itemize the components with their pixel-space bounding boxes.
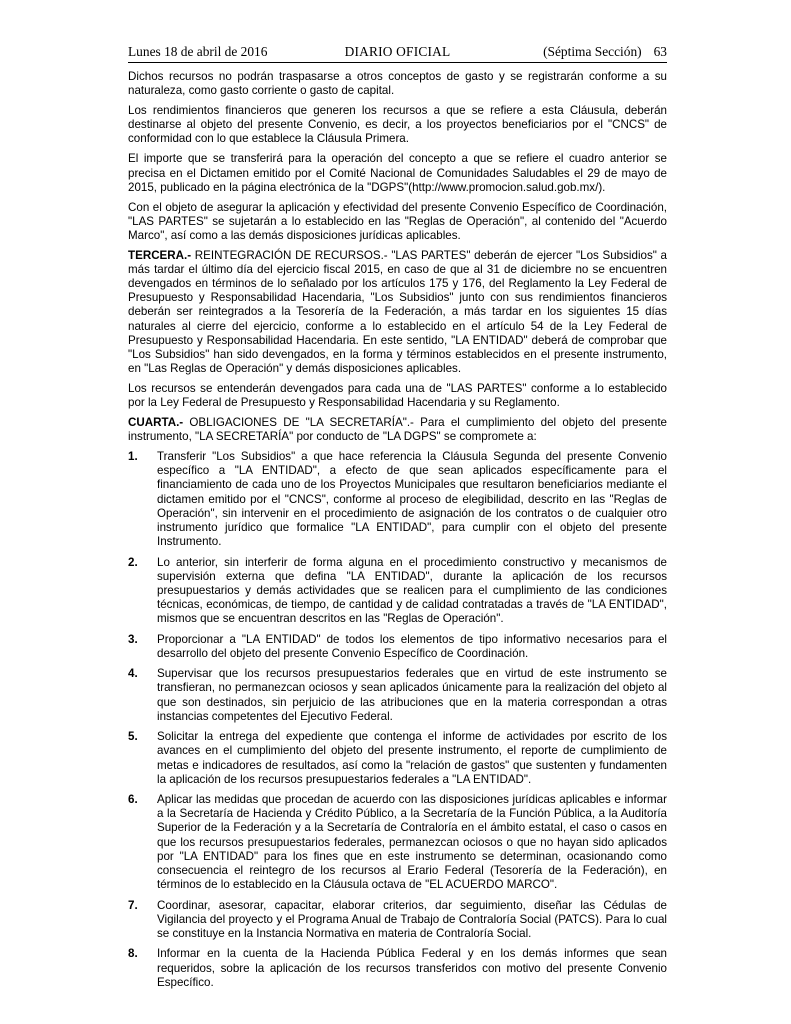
header-section (543, 44, 667, 60)
list-item-number: 6. (128, 793, 138, 807)
clause-tercera (128, 249, 667, 376)
clause-cuarta (128, 416, 667, 444)
list-item (128, 730, 667, 786)
clause-cuarta-label: CUARTA.- (128, 416, 184, 430)
list-item-number: 5. (128, 730, 138, 744)
list-item-text: Supervisar que los recursos presupuestarios federales que en virtud de este instrumento se transfieran, no permanezcan ociosos y sean aplicados únicamente para la realización del objeto al que son destinados, sin perjuicio de las atribuciones que en la materia correspondan a otras instancias competentes del Ejecutivo Federal. (157, 667, 667, 723)
list-item-number: 7. (128, 898, 138, 912)
list-item-number: 4. (128, 667, 138, 681)
header-title: DIARIO OFICIAL (344, 44, 451, 59)
list-item (128, 450, 667, 549)
paragraph: Dichos recursos no podrán traspasarse a otros conceptos de gasto y se registrarán conforme a su naturaleza, como gasto corriente o gasto de capital. (128, 70, 667, 98)
clause-cuarta-text: OBLIGACIONES DE "LA SECRETARÍA".- Para el cumplimiento del objeto del presente instrumento, "LA SECRETARÍA" por conducto de "LA DGPS" se compromete a: (128, 416, 667, 444)
header-section-label: (Séptima Sección) (543, 44, 642, 59)
document-body (128, 70, 667, 996)
list-item-number: 1. (128, 450, 138, 464)
list-item-text: Lo anterior, sin interferir de forma alguna en el procedimiento constructivo y mecanismos de supervisión externa que defina "LA ENTIDAD", durante la aplicación de los recursos presupuestarios y demás actividades que se realicen para el cumplimiento de las condiciones técnicas, económicas, de tiempo, de cantidad y de calidad contratadas a través de "LA ENTIDAD", mismos que se encuentran descritos en las "Reglas de Operación". (157, 555, 667, 625)
list-item-text: Proporcionar a "LA ENTIDAD" de todos los elementos de tipo informativo necesarios para el desarrollo del objeto del presente Convenio Específico de Coordinación. (157, 632, 667, 660)
list-item-text: Informar en la cuenta de la Hacienda Pública Federal y en los demás informes que sean requeridos, sobre la aplicación de los recursos transferidos con motivo del presente Convenio Específico. (157, 947, 667, 989)
list-item (128, 947, 667, 989)
list-item (128, 633, 667, 661)
page-header (128, 44, 667, 63)
list-item-text: Solicitar la entrega del expediente que contenga el informe de actividades por escrito de los avances en el cumplimiento del objeto del presente instrumento, el reporte de cumplimiento de metas e indicadores de resultados, así como la "relación de gastos" que sustenten y fundamenten la aplicación de los recursos presupuestarios federales a "LA ENTIDAD". (157, 730, 667, 786)
paragraph: Los rendimientos financieros que generen los recursos a que se refiere a esta Cláusula, deberán destinarse al objeto del presente Convenio, es decir, a los proyectos beneficiarios por el "CNCS" de conformidad con lo que establece la Cláusula Primera. (128, 104, 667, 146)
paragraph: El importe que se transferirá para la operación del concepto a que se refiere el cuadro anterior se precisa en el Dictamen emitido por el Comité Nacional de Comunidades Saludables el 29 de mayo de 2015, publicado en la página electrónica de la "DGPS"(http://www.promocion.salud.gob.mx/). (128, 152, 667, 194)
list-item (128, 899, 667, 941)
header-date: Lunes 18 de abril de 2016 (128, 44, 268, 59)
list-item-text: Transferir "Los Subsidios" a que hace referencia la Cláusula Segunda del presente Convenio específico a "LA ENTIDAD", a efecto de que sean aplicados específicamente para el financiamiento de cada uno de los Proyectos Municipales que resultaron beneficiarios mediante el dictamen emitido por el "CNCS", conforme al proceso de elegibilidad, descrito en las "Reglas de Operación", sin intervenir en el procedimiento de asignación de los contratos o de cualquier otro instrumento jurídico que formalice "LA ENTIDAD", para cumplir con el objeto del presente Instrumento. (157, 450, 667, 548)
list-item (128, 556, 667, 626)
list-item-number: 8. (128, 947, 138, 961)
list-item-number: 3. (128, 632, 138, 646)
list-item (128, 667, 667, 723)
header-page-number: 63 (653, 44, 667, 59)
paragraph: Con el objeto de asegurar la aplicación y efectividad del presente Convenio Específico de Coordinación, "LAS PARTES" se sujetarán a lo establecido en las "Reglas de Operación", al contenido del "Acuerdo Marco", así como a las demás disposiciones jurídicas aplicables. (128, 200, 667, 242)
list-item-text: Aplicar las medidas que procedan de acuerdo con las disposiciones jurídicas aplicables e informar a la Secretaría de Hacienda y Crédito Público, a la Secretaría de la Función Pública, a la Auditoría Superior de la Federación y a la Secretaría de Contraloría en el ámbito estatal, el caso o casos en que los recursos presupuestarios federales, permanezcan ociosos o que no hayan sido aplicados por "LA ENTIDAD" para los fines que en este instrumento se determinan, ocasionando como consecuencia el reintegro de los recursos al Erario Federal (Tesorería de la Federación), en términos de lo establecido en la Cláusula octava de "EL ACUERDO MARCO". (157, 793, 667, 891)
list-item-text: Coordinar, asesorar, capacitar, elaborar criterios, dar seguimiento, diseñar las Cédulas de Vigilancia del proyecto y el Programa Anual de Trabajo de Contraloría Social (PATCS). Para lo cual se constituye en la Instancia Normativa en materia de Contraloría Social. (157, 898, 667, 940)
list-item (128, 793, 667, 892)
list-item-number: 2. (128, 555, 138, 569)
clause-tercera-label: TERCERA.- (128, 249, 192, 263)
paragraph-devengados: Los recursos se entenderán devengados para cada una de "LAS PARTES" conforme a lo establecido por la Ley Federal de Presupuesto y Responsabilidad Hacendaria y su Reglamento. (128, 381, 667, 409)
clause-tercera-text: REINTEGRACIÓN DE RECURSOS.- "LAS PARTES" deberán de ejercer "Los Subsidios" a más tardar el último día del ejercicio fiscal 2015, en caso de que al 31 de diciembre no se encuentren devengados en términos de lo señalado por los artículos 175 y 176, del Reglamento la Ley Federal de Presupuesto y Responsabilidad Hacendaria, "Los Subsidios" junto con sus rendimientos financieros deberán ser reintegrados a la Tesorería de la Federación, a más tardar en los siguientes 15 días naturales al cierre del ejercicio, conforme a lo establecido en el artículo 54 de la Ley Federal de Presupuesto y Responsabilidad Hacendaria. En este sentido, "LA ENTIDAD" deberá de comprobar que "Los Subsidios" han sido devengados, en la forma y términos establecidos en el presente instrumento, en "Las Reglas de Operación" y demás disposiciones aplicables. (128, 249, 667, 375)
obligations-list (128, 450, 667, 989)
